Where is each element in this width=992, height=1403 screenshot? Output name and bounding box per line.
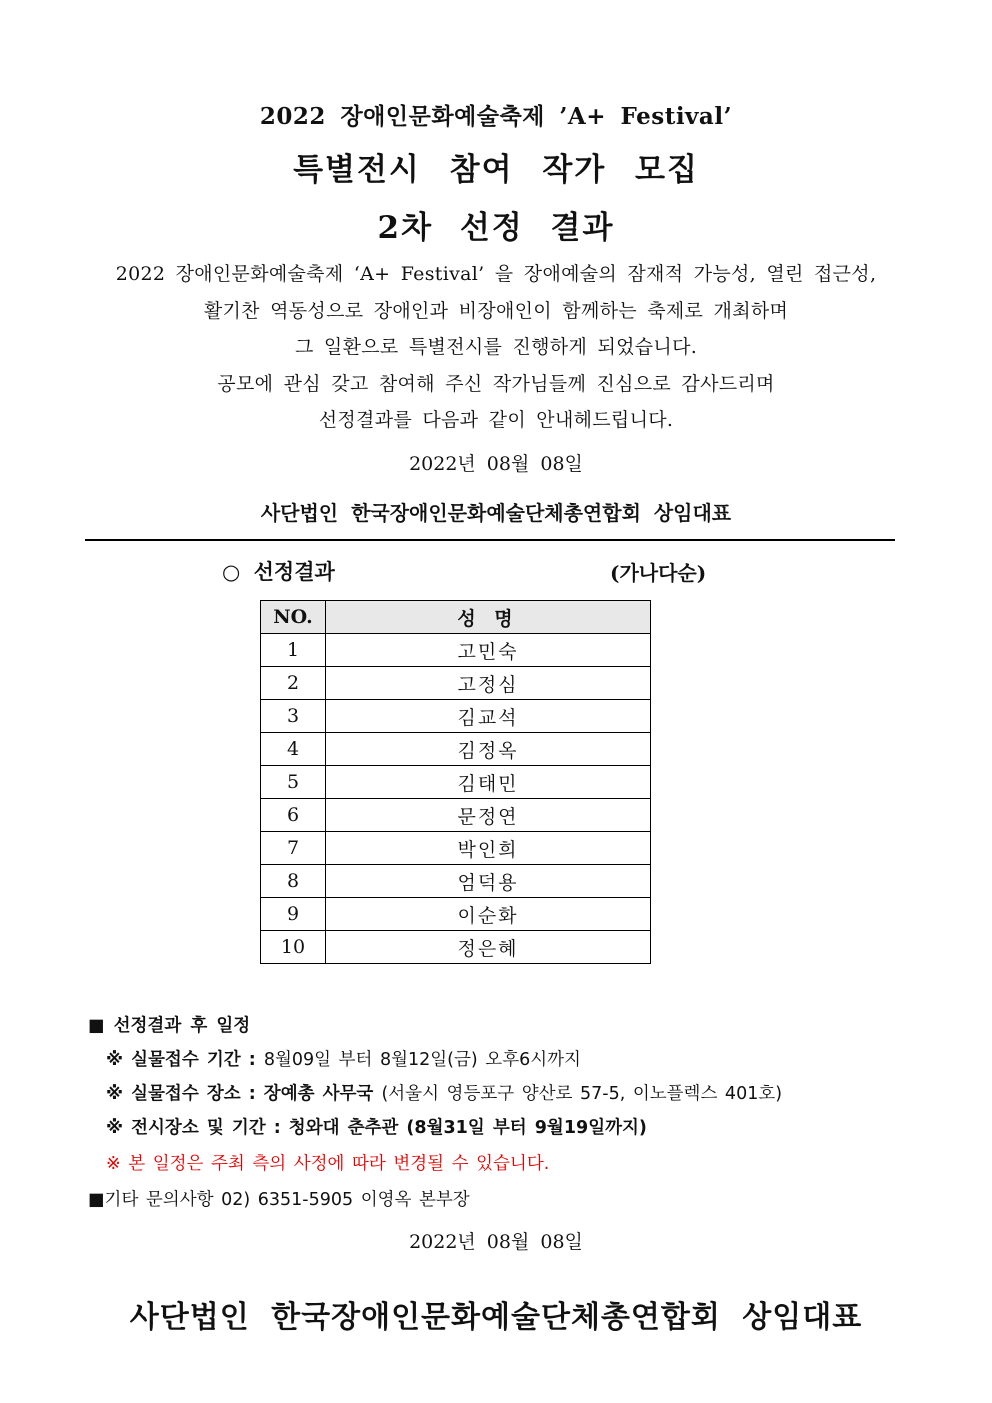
schedule-item-label: ※ 전시장소 및 기간 : 청와대 춘추관 (8월31일 부터 9월19일까지) <box>106 1118 647 1138</box>
table-row <box>261 733 651 766</box>
artist-name: 박인희 <box>326 832 651 865</box>
table-row <box>261 865 651 898</box>
intro-line: 2022 장애인문화예술축제 ‘A+ Festival’ 을 장애예술의 잠재적 가능성, 열린 접근성, <box>115 263 877 285</box>
table-row <box>261 766 651 799</box>
alphabetical-order-note: (가나다순) <box>610 561 707 585</box>
schedule-item-label: ※ 실물접수 기간 : <box>106 1050 264 1070</box>
announcement-date: 2022년 08월 08일 <box>409 453 583 475</box>
artist-name: 이순화 <box>326 898 651 931</box>
artist-name: 문정연 <box>326 799 651 832</box>
intro-paragraph <box>0 256 992 439</box>
row-number: 9 <box>261 898 326 931</box>
selected-artists-table <box>260 600 651 964</box>
title-block <box>0 98 992 247</box>
row-number: 10 <box>261 931 326 964</box>
organization-name: 사단법인 한국장애인문화예술단체총연합회 상임대표 <box>260 501 732 525</box>
artist-name: 고정심 <box>326 667 651 700</box>
table-row <box>261 667 651 700</box>
artist-name: 김교석 <box>326 700 651 733</box>
column-header-name: 성 명 <box>326 601 651 634</box>
artist-name: 김태민 <box>326 766 651 799</box>
schedule-item-label: ※ 실물접수 장소 : 장예총 사무국 <box>106 1084 382 1104</box>
table-row <box>261 898 651 931</box>
intro-line: 그 일환으로 특별전시를 진행하게 되었습니다. <box>294 336 698 358</box>
schedule-item-receipt-place <box>106 1083 992 1105</box>
signature-date: 2022년 08월 08일 <box>409 1231 583 1253</box>
table-header-row <box>261 601 651 634</box>
horizontal-divider <box>85 539 895 541</box>
schedule-item-value: (서울시 영등포구 양산로 57-5, 이노플렉스 401호) <box>381 1084 783 1104</box>
intro-line: 공모에 관심 갖고 참여해 주신 작가님들께 진심으로 감사드리며 <box>217 372 775 395</box>
row-number: 2 <box>261 667 326 700</box>
schedule-section <box>0 1012 992 1211</box>
intro-line: 활기찬 역동성으로 장애인과 비장애인이 함께하는 축제로 개최하며 <box>203 299 789 322</box>
schedule-heading: ■ 선정결과 후 일정 <box>88 1016 251 1036</box>
row-number: 7 <box>261 832 326 865</box>
document-subtitle: 2022 장애인문화예술축제 ’A+ Festival’ <box>259 103 733 130</box>
schedule-item-value: 8월09일 부터 8월12일(금) 오후6시까지 <box>263 1050 581 1070</box>
artist-name: 엄덕용 <box>326 865 651 898</box>
document-title: 특별전시 참여 작가 모집 <box>293 152 699 188</box>
schedule-item-exhibition <box>106 1117 992 1139</box>
artist-name: 고민숙 <box>326 634 651 667</box>
row-number: 6 <box>261 799 326 832</box>
schedule-change-notice: ※ 본 일정은 주최 측의 사정에 따라 변경될 수 있습니다. <box>106 1154 550 1174</box>
document-title-round: 2차 선정 결과 <box>377 210 615 246</box>
results-heading-row <box>0 556 992 584</box>
contact-info: ■기타 문의사항 02) 6351-5905 이영옥 본부장 <box>88 1190 470 1210</box>
table-row <box>261 931 651 964</box>
row-number: 8 <box>261 865 326 898</box>
table-row <box>261 832 651 865</box>
table-row <box>261 799 651 832</box>
results-section-title: ○ 선정결과 <box>222 559 335 584</box>
row-number: 4 <box>261 733 326 766</box>
intro-line: 선정결과를 다음과 같이 안내헤드립니다. <box>318 409 674 431</box>
signature-organization: 사단법인 한국장애인문화예술단체총연합회 상임대표 <box>129 1300 863 1335</box>
row-number: 3 <box>261 700 326 733</box>
table-row <box>261 634 651 667</box>
artist-name: 정은혜 <box>326 931 651 964</box>
column-header-no: NO. <box>261 601 326 634</box>
row-number: 1 <box>261 634 326 667</box>
table-row <box>261 700 651 733</box>
row-number: 5 <box>261 766 326 799</box>
schedule-item-receipt-period <box>106 1049 992 1071</box>
artist-name: 김정옥 <box>326 733 651 766</box>
